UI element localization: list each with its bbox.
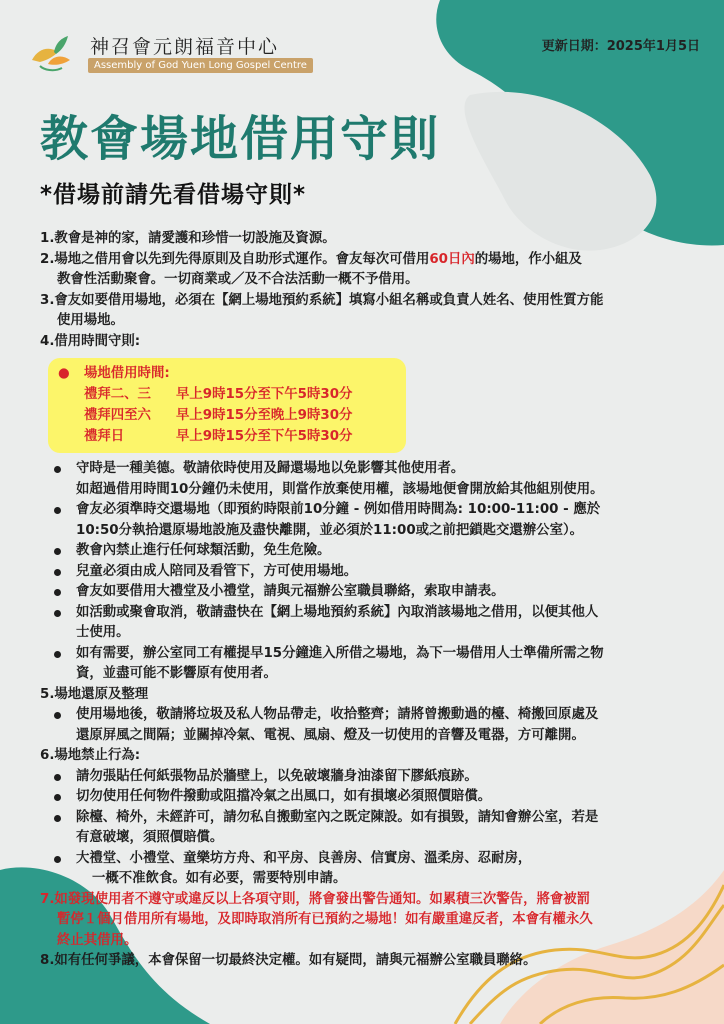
booking-hours-time: 早上9時15分至晚上9時30分 xyxy=(176,408,353,423)
organization-logo-block xyxy=(24,24,324,80)
list-item xyxy=(50,541,690,562)
rule-6-heading: 6.場地禁止行為: xyxy=(40,748,141,763)
list-item xyxy=(50,787,690,808)
list-item-text: 守時是一種美德。敬請依時使用及歸還場地以免影響其他使用者。 xyxy=(76,461,465,476)
list-item-text: 會友如要借用大禮堂及小禮堂，請與元福辦公室職員聯絡，索取申請表。 xyxy=(76,584,505,599)
list-item-text: 兒童必須由成人陪同及看管下，方可使用場地。 xyxy=(76,563,358,579)
list-item-text: 大禮堂、小禮堂、童樂坊方舟、和平房、良善房、信實房、溫柔房、忍耐房， xyxy=(76,850,532,866)
list-item xyxy=(50,849,690,890)
rule-2-continued: 教會性活動聚會。一切商業或／及不合法活動一概不予借用。 xyxy=(57,272,419,287)
rule-2-text-b: 的場地，作小組及 xyxy=(474,251,582,267)
list-item-text: 一概不准飲食。如有必要，需要特別申請。 xyxy=(92,871,347,886)
list-item-text: 還原屏風之間隔；並關掉冷氣、電視、風扇、燈及一切使用的音響及電器，方可離開。 xyxy=(76,727,585,743)
organization-name-chinese: 神召會元朗福音中心 xyxy=(90,36,280,58)
list-item-continuation xyxy=(50,480,690,501)
list-item-text: 切勿使用任何物件撥動或阻擋冷氣之出風口，如有損壞必須照價賠償。 xyxy=(76,789,492,804)
list-item-text: 如超過借用時間10分鐘仍未使用，則當作放棄使用權，該場地便會開放給其他組別使用。 xyxy=(76,481,604,497)
booking-hours-day: 禮拜四至六 xyxy=(84,408,151,423)
rule-7: 7.如發現使用者不遵守或違反以上各項守則，將會發出警告通知。如累積三次警告，將會被罰 xyxy=(40,891,591,907)
rule-5-list xyxy=(40,705,690,746)
rule-2-text-a: 2.場地之借用會以先到先得原則及自助形式運作。會友每次可借用 xyxy=(40,251,430,267)
rule-4-heading: 4.借用時間守則: xyxy=(40,333,141,349)
booking-hours-time: 早上9時15分至下午5時30分 xyxy=(176,387,353,402)
list-item xyxy=(50,644,690,685)
booking-hours-heading: 場地借用時間: xyxy=(84,366,170,381)
rule-3-continued: 使用場地。 xyxy=(57,313,124,328)
updated-date: 更新日期：2025年1月5日 xyxy=(541,39,700,54)
list-item xyxy=(50,767,690,788)
list-item-text: 請勿張貼任何紙張物品於牆壁上，以免破壞牆身油漆留下膠紙痕跡。 xyxy=(76,768,478,784)
page-title: 教會場地借用守則 xyxy=(40,111,441,167)
booking-hours-box xyxy=(48,358,406,453)
list-item xyxy=(50,808,690,849)
red-bullet-icon: ● xyxy=(58,366,70,381)
rule-7-continued: 暫停１個月借用所有場地，及即時取消所有已預約之場地！如有嚴重違反者，本會有權永久 xyxy=(57,912,593,927)
rule-5-heading: 5.場地還原及整理 xyxy=(40,686,149,702)
rules-content xyxy=(40,229,690,972)
rule-8: 8.如有任何爭議，本會保留一切最終決定權。如有疑問，請與元福辦公室職員聯絡。 xyxy=(40,953,537,968)
booking-hours-row xyxy=(58,384,398,405)
list-item-text: 如活動或聚會取消，敬請盡快在【網上場地預約系統】內取消該場地之借用，以便其他人 xyxy=(76,604,599,620)
list-item-text: 10:50分執拾還原場地設施及盡快離開，並必須於11:00或之前把鎖匙交還辦公室）。 xyxy=(76,522,584,538)
list-item xyxy=(50,459,690,480)
list-item xyxy=(50,603,690,644)
booking-hours-time: 早上9時15分至下午5時30分 xyxy=(176,429,353,444)
rule-4-list xyxy=(40,459,690,685)
booking-hours-day: 禮拜二、三 xyxy=(84,387,151,402)
list-item-text: 有意破壞，須照價賠償。 xyxy=(76,830,224,845)
list-item-text: 使用場地後，敬請將垃圾及私人物品帶走，收拾整齊；請將曾搬動過的檯、椅搬回原處及 xyxy=(76,707,599,722)
booking-hours-day: 禮拜日 xyxy=(84,429,125,444)
list-item xyxy=(50,582,690,603)
rule-1: 1.教會是神的家，請愛護和珍惜一切設施及資源。 xyxy=(40,231,336,246)
list-item-text: 資，並盡可能不影響原有使用者。 xyxy=(76,666,277,681)
list-item-text: 除檯、椅外，未經許可，請勿私自搬動室內之既定陳設。如有損毀，請知會辦公室，若是 xyxy=(76,809,599,825)
dove-flame-logo-icon xyxy=(28,34,80,74)
page-subtitle: *借場前請先看借場守則* xyxy=(40,182,307,208)
list-item-text: 士使用。 xyxy=(76,625,130,640)
organization-name-english: Assembly of God Yuen Long Gospel Centre xyxy=(88,58,313,73)
list-item-text: 教會內禁止進行任何球類活動，免生危險。 xyxy=(76,543,331,558)
rule-7-continued: 終止其借用。 xyxy=(57,932,138,948)
rule-6-list xyxy=(40,767,690,890)
booking-hours-row xyxy=(58,426,398,447)
rule-3: 3.會友如要借用場地，必須在【網上場地預約系統】填寫小組名稱或負責人姓名、使用性質方能 xyxy=(40,292,604,308)
list-item xyxy=(50,500,690,541)
booking-hours-heading-row xyxy=(58,363,398,384)
rule-2-highlight: 60日內 xyxy=(429,251,475,267)
list-item-text: 如有需要，辦公室同工有權提早15分鐘進入所借之場地，為下一場借用人士準備所需之物 xyxy=(76,645,604,661)
rule-2 xyxy=(40,250,690,271)
list-item xyxy=(50,705,690,746)
list-item xyxy=(50,562,690,583)
booking-hours-row xyxy=(58,405,398,426)
list-item-text: 會友必須準時交還場地（即預約時限前10分鐘 - 例如借用時間為: 10:00-11:00 - 應於 xyxy=(76,502,601,517)
